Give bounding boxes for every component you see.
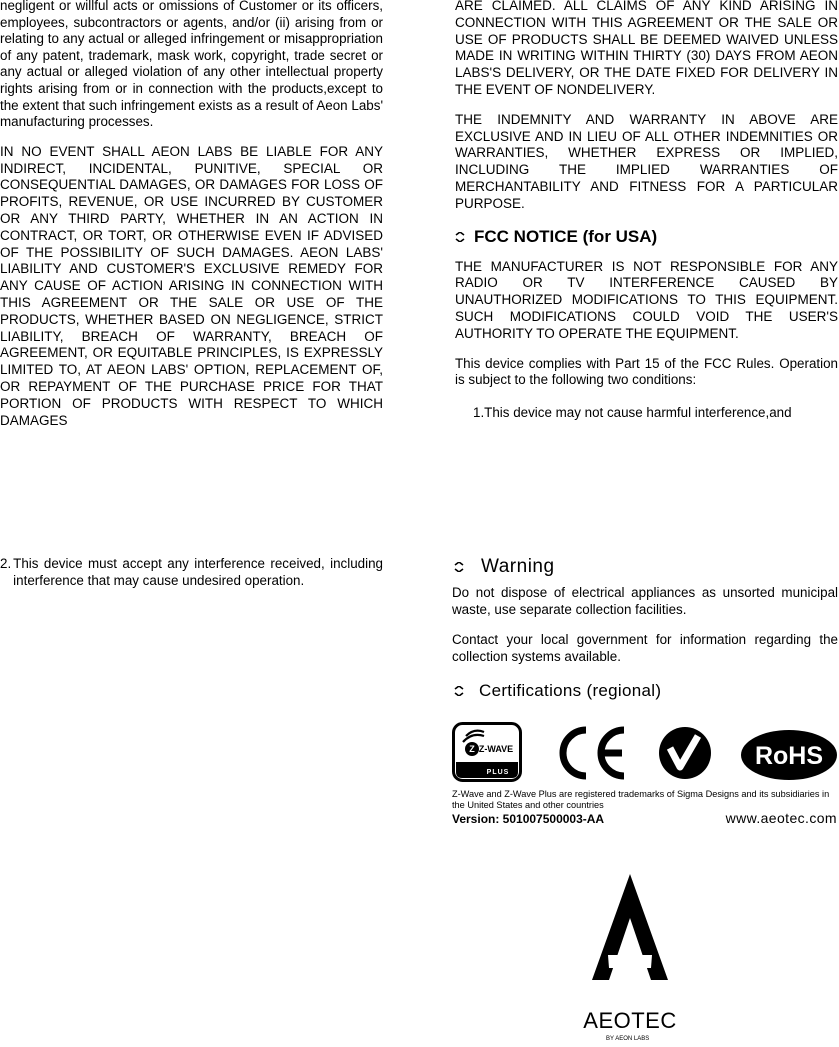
bullet-icon — [454, 686, 464, 696]
website-link[interactable]: www.aeotec.com — [725, 810, 837, 826]
fcc-condition-1 — [455, 405, 838, 422]
list-text: This device must accept any interference received, including interference that may cause undesired operation. — [13, 556, 383, 588]
bullet-icon — [455, 232, 465, 242]
warning-heading — [452, 556, 838, 578]
svg-text:Z: Z — [469, 744, 475, 754]
fcc-compliance-paragraph: This device complies with Part 15 of the FCC Rules. Operation is subject to the following two conditions: — [455, 355, 838, 388]
fcc-condition-2 — [0, 556, 383, 589]
indemnity-paragraph: negligent or willful acts or omissions of Customer or its officers, employees, subcontractors or agents, and/or (ii) arising from or relating to any actual or alleged infringement or misappropriation of any patent, trademark, mask work, copyright, trade secret or any actual or alleged violation of any other intellectual property rights arising from or in connection with the products,except to the extent that such infringement exists as a result of Aeon Labs' manufacturing processes. — [0, 0, 383, 130]
certifications-heading — [452, 681, 838, 701]
right-column — [455, 0, 838, 421]
contact-paragraph: Contact your local government for information regarding the collection systems available. — [452, 632, 838, 664]
trademark-note: Z-Wave and Z-Wave Plus are registered trademarks of Sigma Designs and its subsidiaries in the United States and other countries — [452, 789, 830, 811]
zwave-text: Z-WAVE — [478, 744, 514, 754]
warning-heading-text: Warning — [481, 556, 555, 577]
list-number: 1. — [473, 404, 485, 420]
c-tick-icon — [657, 725, 713, 781]
warning-paragraph: Do not dispose of electrical appliances as unsorted municipal waste, use separate collection facilities. — [452, 585, 838, 617]
rohs-text: RoHS — [754, 742, 824, 770]
zwave-plus-text: PLUS — [486, 769, 510, 776]
liability-paragraph: IN NO EVENT SHALL AEON LABS BE LIABLE FOR ANY INDIRECT, INCIDENTAL, PUNITIVE, SPECIAL OR CONSEQUENTIAL DAMAGES, OR DAMAGES FOR LOSS OF PROFITS, REVENUE, OR USE INCURRED BY CUSTOMER OR ANY THIRD PARTY, WHETHER IN AN ACTION IN CONTRACT, OR TORT, OR OTHERWISE EVEN IF ADVISED OF THE POSSIBILITY OF SUCH DAMAGES. AEON LABS' LIABILITY AND CUSTOMER'S EXCLUSIVE REMEDY FOR ANY CAUSE OF ACTION ARISING IN CONNECTION WITH THIS AGREEMENT OR THE SALE OR USE OF THE PRODUCTS, WHETHER BASED ON NEGLIGENCE, STRICT LIABILITY, BREACH OF WARRANTY, BREACH OF AGREEMENT, OR EQUITABLE PRINCIPLES, IS EXPRESSLY LIMITED TO, AT AEON LABS' OPTION, REPLACEMENT OF, OR REPAYMENT OF THE PURCHASE PRICE FOR THAT PORTION OF PRODUCTS WITH RESPECT TO WHICH DAMAGES — [0, 143, 383, 428]
zwave-plus-logo — [452, 722, 522, 782]
warranty-paragraph: THE INDEMNITY AND WARRANTY IN ABOVE ARE EXCLUSIVE AND IN LIEU OF ALL OTHER INDEMNITIES OR WARRANTIES, WHETHER EXPRESS OR IMPLIED, INCLUDING THE IMPLIED WARRANTIES OF MERCHANTABILITY AND FITNESS FOR A PARTICULAR PURPOSE. — [455, 111, 838, 211]
aeotec-sub-text: BY AEON LABS — [606, 1036, 650, 1042]
claims-paragraph: ARE CLAIMED. ALL CLAIMS OF ANY KIND ARISING IN CONNECTION WITH THIS AGREEMENT OR THE SALE OR USE OF PRODUCTS SHALL BE DEEMED WAIVED UNLESS MADE IN WRITING WITHIN THIRTY (30) DAYS FROM AEON LABS'S DELIVERY, OR THE DATE FIXED FOR DELIVERY IN THE EVENT OF NONDELIVERY. — [455, 0, 838, 97]
aeotec-logo — [570, 870, 690, 1042]
fcc-heading — [455, 227, 838, 247]
warning-section — [452, 556, 838, 701]
list-item — [0, 556, 383, 589]
certification-logos — [452, 722, 839, 784]
list-text: This device may not cause harmful interference,and — [484, 404, 792, 420]
aeotec-brand-text: AEOTEC — [583, 1008, 677, 1033]
version-text: Version: 501007500003-AA — [452, 812, 605, 826]
bullet-icon — [454, 562, 464, 572]
fcc-heading-text: FCC NOTICE (for USA) — [474, 226, 658, 246]
ce-mark-logo — [552, 724, 632, 782]
fcc-paragraph: THE MANUFACTURER IS NOT RESPONSIBLE FOR ANY RADIO OR TV INTERFERENCE CAUSED BY UNAUTHORIZED MODIFICATIONS TO THIS EQUIPMENT. SUCH MODIFICATIONS COULD VOID THE USER'S AUTHORITY TO OPERATE THE EQUIPMENT. — [455, 258, 838, 341]
certifications-heading-text: Certifications (regional) — [479, 681, 662, 701]
rohs-logo — [740, 729, 838, 781]
aeotec-a-mark-icon — [570, 870, 690, 1042]
left-column — [0, 0, 383, 429]
list-number: 2. — [0, 556, 12, 571]
